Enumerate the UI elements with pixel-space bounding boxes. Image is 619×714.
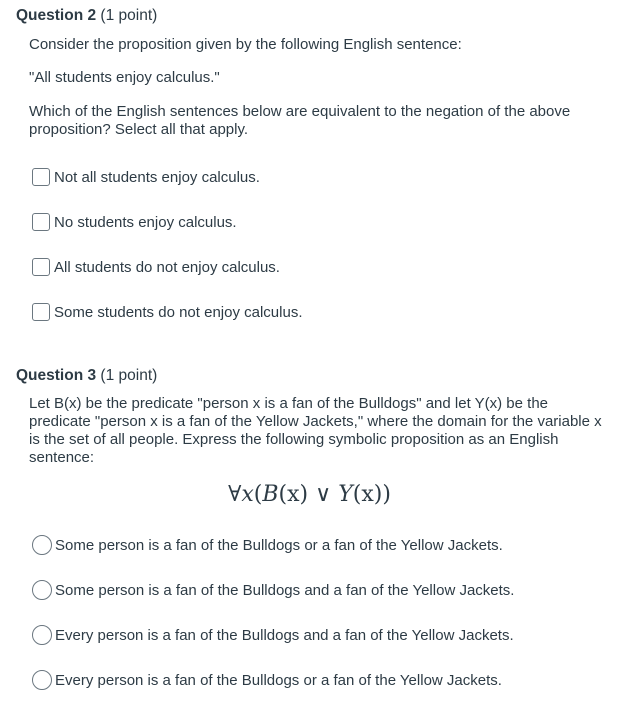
- formula-var: x: [241, 482, 254, 507]
- question-3-prompt: Let B(x) be the predicate "person x is a fan of the Bulldogs" and let Y(x) be the predicate "person x is a fan of the Yellow Jackets," where the domain for the variable x is the set of all people. Express the following symbolic proposition as an English sentence:: [29, 395, 602, 466]
- formula-pred-b: B: [262, 482, 279, 507]
- q2-option-4[interactable]: [32, 301, 302, 323]
- formula-arg-2: (x): [352, 482, 383, 507]
- q2-option-1-label: Not all students enjoy calculus.: [54, 168, 260, 186]
- q3-option-1[interactable]: [32, 534, 503, 556]
- question-3-number: Question 3: [16, 367, 97, 384]
- radio-button[interactable]: [32, 580, 52, 600]
- q2-option-4-label: Some students do not enjoy calculus.: [54, 303, 303, 321]
- question-3-points: (1 point): [100, 367, 158, 384]
- symbolic-formula: [0, 482, 619, 507]
- question-2-title: [16, 7, 157, 25]
- question-2-number: Question 2: [16, 7, 97, 24]
- q2-option-3-label: All students do not enjoy calculus.: [54, 258, 280, 276]
- checkbox[interactable]: [32, 303, 50, 321]
- q3-option-4-label: Every person is a fan of the Bulldogs or a fan of the Yellow Jackets.: [55, 671, 502, 689]
- q2-option-2[interactable]: [32, 211, 237, 233]
- formula-pred-y: Y: [338, 482, 353, 507]
- q2-option-1[interactable]: [32, 166, 260, 188]
- radio-button[interactable]: [32, 670, 52, 690]
- q2-option-2-label: No students enjoy calculus.: [54, 213, 237, 231]
- question-3-title: [16, 367, 157, 385]
- formula-close-paren: ): [382, 482, 391, 507]
- q3-option-4[interactable]: [32, 669, 502, 691]
- q3-option-2-label: Some person is a fan of the Bulldogs and a fan of the Yellow Jackets.: [55, 581, 515, 599]
- question-2-prompt: Consider the proposition given by the following English sentence:: [29, 36, 462, 53]
- formula-open-paren: (: [253, 482, 263, 507]
- q3-option-1-label: Some person is a fan of the Bulldogs or a fan of the Yellow Jackets.: [55, 536, 503, 554]
- forall-symbol: ∀: [228, 482, 242, 507]
- question-2-instruction: Which of the English sentences below are equivalent to the negation of the above proposition? Select all that apply.: [29, 103, 571, 138]
- q3-option-3[interactable]: [32, 624, 514, 646]
- formula-or-symbol: ∨: [308, 482, 339, 507]
- checkbox[interactable]: [32, 258, 50, 276]
- q3-option-2[interactable]: [32, 579, 514, 601]
- question-2-points: (1 point): [100, 7, 158, 24]
- formula-arg-1: (x): [278, 482, 309, 507]
- q2-option-3[interactable]: [32, 256, 280, 278]
- question-2-sentence: "All students enjoy calculus.": [29, 69, 220, 86]
- radio-button[interactable]: [32, 535, 52, 555]
- checkbox[interactable]: [32, 168, 50, 186]
- radio-button[interactable]: [32, 625, 52, 645]
- checkbox[interactable]: [32, 213, 50, 231]
- q3-option-3-label: Every person is a fan of the Bulldogs and a fan of the Yellow Jackets.: [55, 626, 514, 644]
